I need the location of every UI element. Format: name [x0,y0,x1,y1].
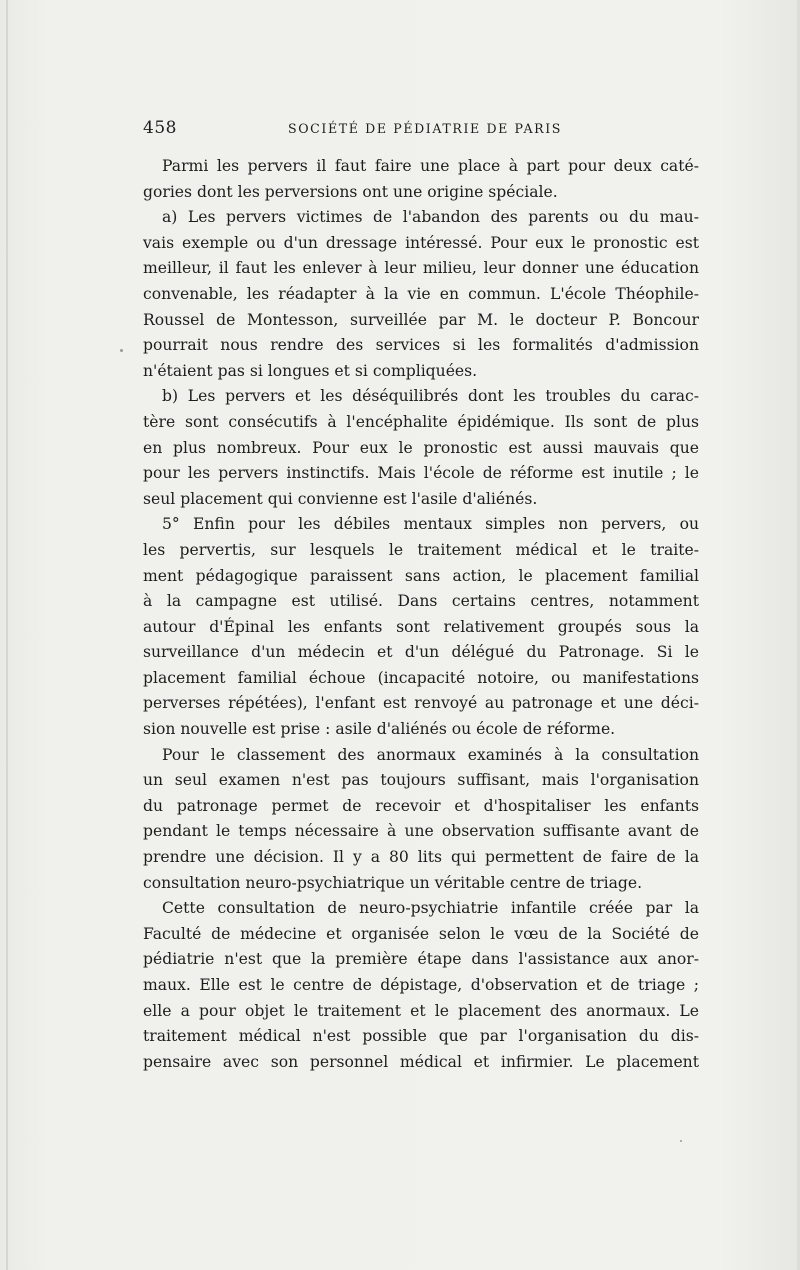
text-line: traitement médical n'est possible que par l'organisation du dis- [143,1027,699,1046]
text-line: un seul examen n'est pas toujours suffisant, mais l'organisation [143,771,699,790]
text-line: pour les pervers instinctifs. Mais l'école de réforme est inutile ; le [143,464,699,483]
text-line: vais exemple ou d'un dressage intéressé. Pour eux le pronostic est [143,233,699,252]
text-line: tère sont consécutifs à l'encéphalite épidémique. Ils sont de plus [143,412,699,431]
text-line: maux. Elle est le centre de dépistage, d'observation et de triage ; [143,976,699,994]
text-line: autour d'Épinal les enfants sont relativement groupés sous la [143,617,699,636]
text-line: elle a pour objet le traitement et le placement des anormaux. Le [143,1001,699,1020]
text-line: placement familial échoue (incapacité notoire, ou manifestations [143,668,699,687]
text-line: ment pédagogique paraissent sans action, le placement familial [143,566,699,585]
text-line: convenable, les réadapter à la vie en commun. L'école Théophile- [143,284,699,303]
text-line: Cette consultation de neuro-psychiatrie infantile créée par la [162,899,699,918]
text-line: 5° Enfin pour les débiles mentaux simples non pervers, ou [162,515,699,534]
text-line: sion nouvelle est prise : asile d'aliénés ou école de réforme. [143,720,616,739]
running-title: SOCIÉTÉ DE PÉDIATRIE DE PARIS [288,121,563,136]
text-line: Pour le classement des anormaux examinés à la consultation [162,745,699,764]
page-left-edge [6,0,8,1270]
text-line: prendre une décision. Il y a 80 lits qui permettent de faire de la [143,848,699,867]
text-line: surveillance d'un médecin et d'un délégué du Patronage. Si le [143,643,699,662]
text-line: à la campagne est utilisé. Dans certains centres, notamment [143,592,699,611]
text-line: pédiatrie n'est que la première étape dans l'assistance aux anor- [143,950,699,969]
text-line: en plus nombreux. Pour eux le pronostic est aussi mauvais que [143,438,699,457]
text-line: consultation neuro-psychiatrique un véritable centre de triage. [143,873,643,892]
text-line: seul placement qui convienne est l'asile d'aliénés. [143,489,538,508]
text-line: pensaire avec son personnel médical et infirmier. Le placement [143,1052,699,1071]
text-line: a) Les pervers victimes de l'abandon des parents ou du mau- [162,208,699,227]
body-text [143,154,699,1075]
page-header [143,118,698,144]
text-line: b) Les pervers et les déséquilibrés dont les troubles du carac- [162,387,699,406]
text-line: meilleur, il faut les enlever à leur milieu, leur donner une éducation [143,259,699,278]
text-line: Faculté de médecine et organisée selon le vœu de la Société de [143,924,699,943]
text-line: Roussel de Montesson, surveillée par M. le docteur P. Boncour [143,310,699,329]
text-line: n'étaient pas si longues et si compliquées. [143,361,478,380]
text-line: du patronage permet de recevoir et d'hospitaliser les enfants [143,796,699,815]
text-line: Parmi les pervers il faut faire une place à part pour deux caté- [162,157,699,175]
text-line: pendant le temps nécessaire à une observation suffisante avant de [143,822,699,841]
text-line: gories dont les perversions ont une origine spéciale. [143,182,558,201]
scan-speck [680,1140,682,1142]
text-line: les pervertis, sur lesquels le traitement médical et le traite- [143,540,699,559]
scan-speck [120,349,123,352]
page-number: 458 [143,118,177,138]
text-line: perverses répétées), l'enfant est renvoyé au patronage et une déci- [143,694,699,713]
text-line: pourrait nous rendre des services si les formalités d'admission [143,336,699,355]
